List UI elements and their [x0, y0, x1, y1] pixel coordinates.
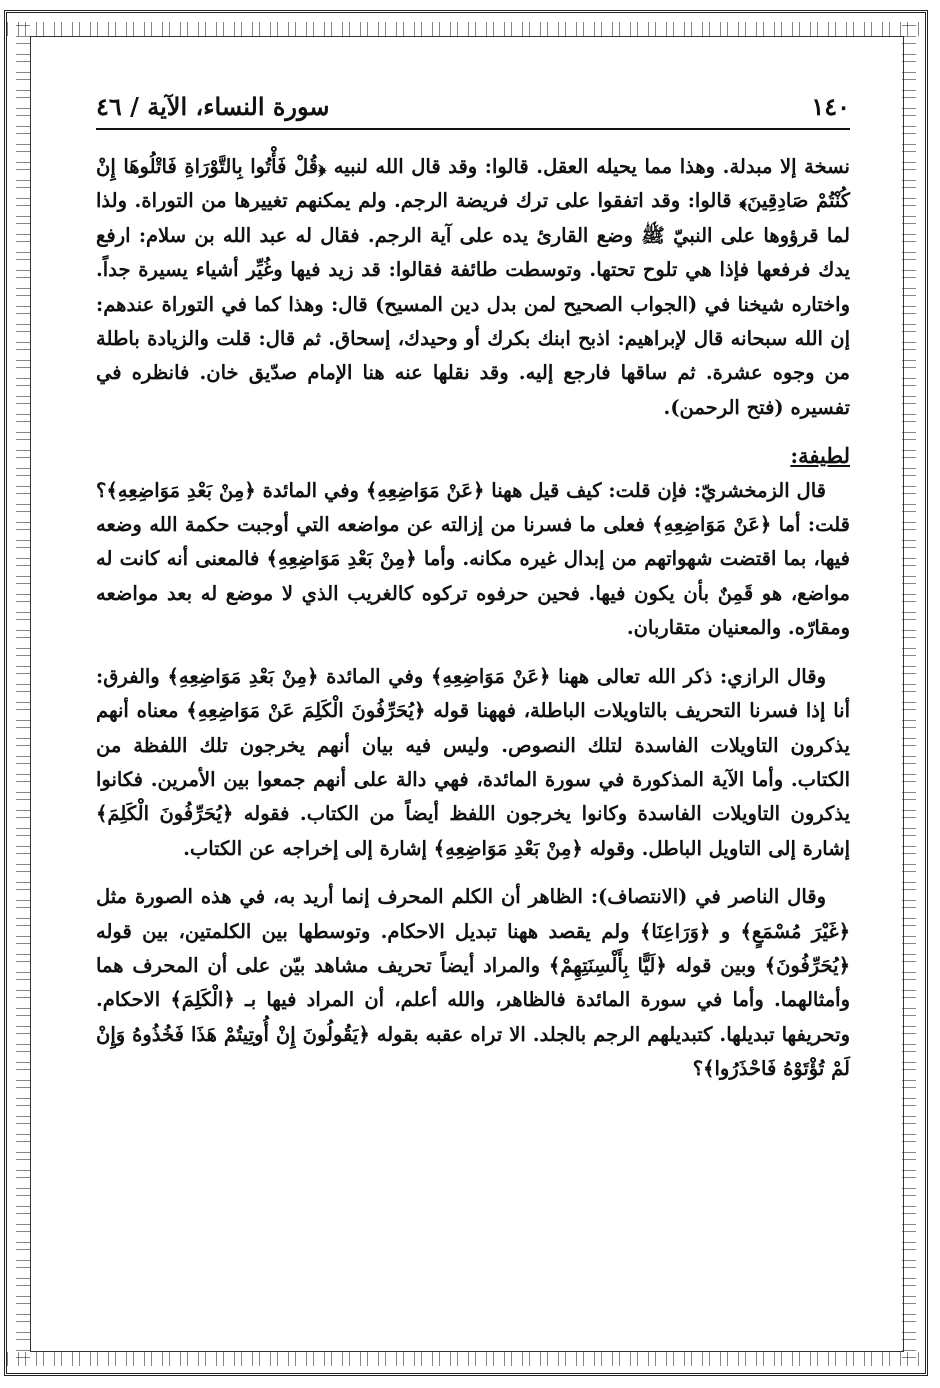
paragraph-4: وقال الناصر في (الانتصاف): الظاهر أن الكلم المحرف إنما أريد به، في هذه الصورة مثل ﴿غَيْرَ مُسْمَعٍ﴾ و ﴿وَرَاعِنَا﴾ ولم يقصد ههنا تبديل الاحكام. وتوسطها بين الكلمتين، بين قوله ﴿يُحَرِّفُونَ﴾ وبين قوله ﴿لَيًّا بِأَلْسِنَتِهِمْ﴾ والمراد أيضاً تحريف مشاهد بيّن على أن المحرف هما وأمثالهما. وأما في سورة المائدة فالظاهر، والله أعلم، أن المراد فيها بـ ﴿الْكَلِمَ﴾ الاحكام. وتحريفها تبديلها. كتبديلهم الرجم بالجلد. الا تراه عقبه بقوله ﴿يَقُولُونَ إِنْ أُوتِيتُمْ هَذَا فَخُذُوهُ وَإِنْ لَمْ تُؤْتَوْهُ فَاحْذَرُوا﴾؟ — [96, 885, 850, 1081]
paragraph-2: قال الزمخشريّ: فإن قلت: كيف قيل ههنا ﴿عَنْ مَوَاضِعِهِ﴾ وفي المائدة ﴿مِنْ بَعْدِ مَوَاضِعِهِ﴾؟ قلت: أما ﴿عَنْ مَوَاضِعِهِ﴾ فعلى ما فسرنا من إزالته عن مواضعه التي أوجبت حكمة الله وضعه فيها، بما اقتضت شهواتهم من إبدال غيره مكانه. وأما ﴿مِنْ بَعْدِ مَوَاضِعِهِ﴾ فالمعنى أنه كانت له مواضع، هو قَمِنٌ بأن يكون فيها. فحين حرفوه تركوه كالغريب الذي لا موضع له بعد مواضعه ومقارّه. والمعنيان متقاربان. — [96, 478, 850, 640]
border-ornament-top — [4, 22, 928, 36]
paragraph-3: وقال الرازي: ذكر الله تعالى ههنا ﴿عَنْ مَوَاضِعِهِ﴾ وفي المائدة ﴿مِنْ بَعْدِ مَوَاضِعِهِ﴾ والفرق: أنا إذا فسرنا التحريف بالتاويلات الباطلة، فههنا قوله ﴿يُحَرِّفُونَ الْكَلِمَ عَنْ مَوَاضِعِهِ﴾ معناه أنهم يذكرون التاويلات الفاسدة لتلك النصوص. وليس فيه بيان أنهم يخرجون تلك اللفظة من الكتاب. وأما الآية المذكورة في سورة المائدة، فهي دالة على أنهم جمعوا بين الأمرين. فكانوا يذكرون التاويلات الفاسدة وكانوا يخرجون اللفظ أيضاً من الكتاب. فقوله ﴿يُحَرِّفُونَ الْكَلِمَ﴾ إشارة إلى التاويل الباطل. وقوله ﴿مِنْ بَعْدِ مَوَاضِعِهِ﴾ إشارة إلى إخراجه عن الكتاب. — [96, 664, 850, 860]
border-ornament-right — [902, 22, 916, 1366]
paragraph-1: نسخة إلا مبدلة. وهذا مما يحيله العقل. قالوا: وقد قال الله لنبيه ﴿قُلْ فَأْتُوا بِالتَّوْرَاةِ فَاتْلُوهَا إِنْ كُنْتُمْ صَادِقِينَ﴾ قالوا: وقد اتفقوا على ترك فريضة الرجم. ولم يمكنهم تغييرها من التوراة. ولذا لما قرؤوها على النبيّ ﷺ وضع القارئ يده على آية الرجم. فقال له عبد الله بن سلام: ارفع يدك فرفعها فإذا هي تلوح تحتها. وتوسطت طائفة فقالوا: قد زيد فيها وغُيِّر أشياء يسيرة جداً. واختاره شيخنا في (الجواب الصحيح لمن بدل دين المسيح) قال: وهذا كما في التوراة عندهم: إن الله سبحانه قال لإبراهيم: اذبح ابنك بكرك أو وحيدك، إسحاق. ثم قال: قلت والزيادة باطلة من وجوه عشرة. ثم ساقها فارجع إليه. وقد نقلها عنه هنا الإمام صدّيق خان. فانظره في تفسيره (فتح الرحمن). — [96, 155, 850, 419]
page-number: ١٤٠ — [811, 91, 850, 121]
running-title: سورة النساء، الآية / ٤٦ — [96, 91, 330, 121]
section-heading: لطيفة: — [790, 443, 850, 469]
header-rule — [96, 128, 850, 130]
main-text — [96, 150, 850, 1087]
border-ornament-left — [16, 22, 30, 1366]
border-ornament-bottom — [4, 1352, 928, 1366]
page-header — [96, 86, 850, 126]
